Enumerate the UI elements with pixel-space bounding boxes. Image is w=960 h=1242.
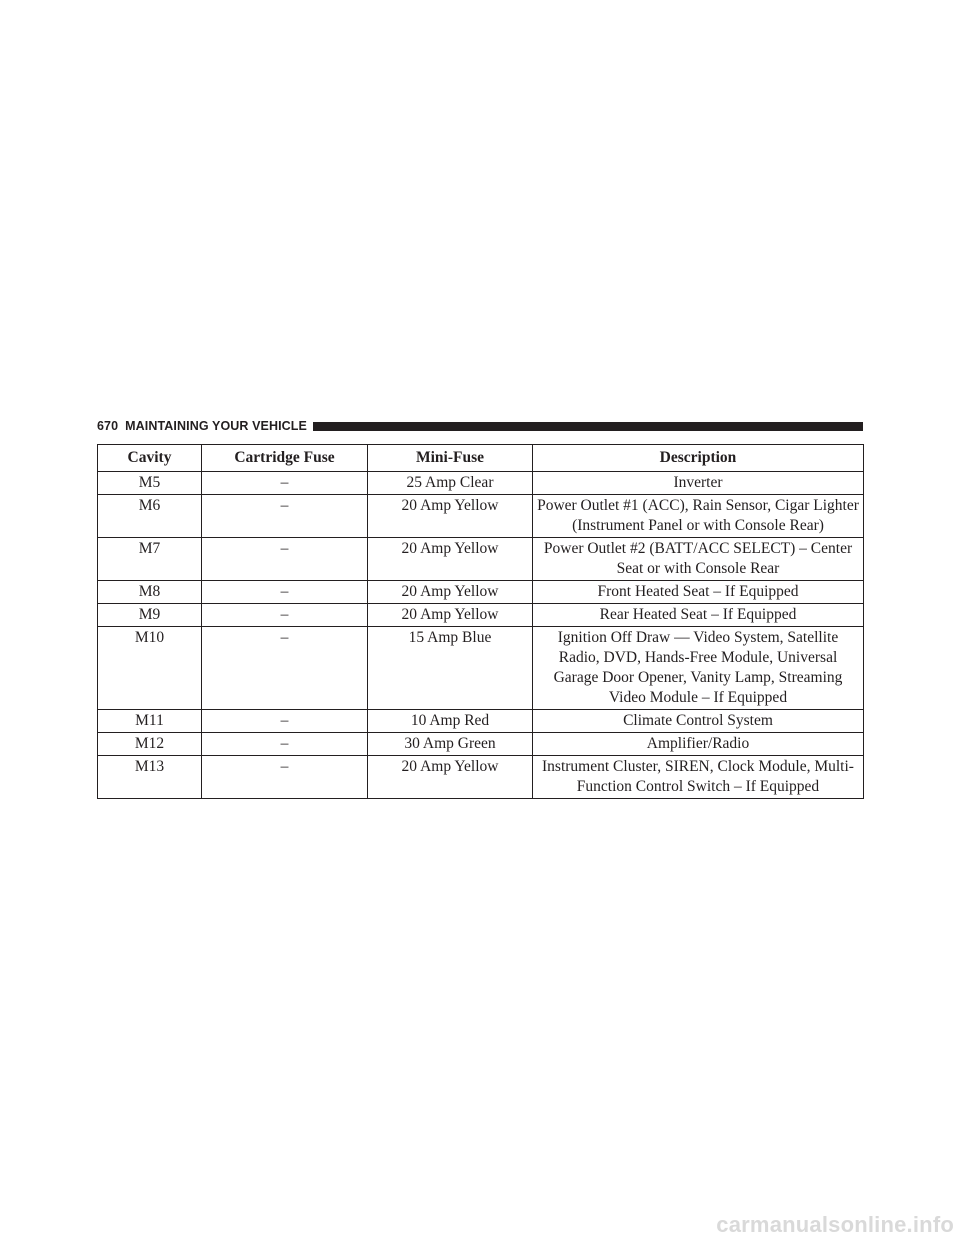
cavity-cell: M13 bbox=[98, 756, 202, 799]
table-row bbox=[98, 627, 864, 710]
table-header-row bbox=[98, 445, 864, 472]
mini-fuse-cell: 25 Amp Clear bbox=[368, 472, 533, 495]
fuse-table bbox=[97, 444, 864, 799]
description-cell: Front Heated Seat – If Equipped bbox=[533, 581, 864, 604]
watermark-text: carmanualsonline.info bbox=[716, 1212, 954, 1237]
cavity-cell: M7 bbox=[98, 538, 202, 581]
mini-fuse-cell: 10 Amp Red bbox=[368, 710, 533, 733]
cavity-cell: M6 bbox=[98, 495, 202, 538]
cavity-cell: M9 bbox=[98, 604, 202, 627]
cartridge-fuse-cell: – bbox=[202, 710, 368, 733]
mini-fuse-cell: 20 Amp Yellow bbox=[368, 495, 533, 538]
mini-fuse-cell: 20 Amp Yellow bbox=[368, 581, 533, 604]
mini-fuse-cell: 20 Amp Yellow bbox=[368, 756, 533, 799]
cavity-cell: M8 bbox=[98, 581, 202, 604]
cavity-cell: M12 bbox=[98, 733, 202, 756]
table-row bbox=[98, 495, 864, 538]
cartridge-fuse-cell: – bbox=[202, 627, 368, 710]
cartridge-fuse-cell: – bbox=[202, 733, 368, 756]
mini-fuse-cell: 30 Amp Green bbox=[368, 733, 533, 756]
table-row bbox=[98, 710, 864, 733]
mini-fuse-cell: 20 Amp Yellow bbox=[368, 604, 533, 627]
cartridge-fuse-cell: – bbox=[202, 581, 368, 604]
page-number: 670 bbox=[97, 419, 119, 433]
table-row bbox=[98, 604, 864, 627]
section-title: MAINTAINING YOUR VEHICLE bbox=[125, 419, 307, 433]
column-header-mini-fuse: Mini-Fuse bbox=[368, 445, 533, 472]
mini-fuse-cell: 15 Amp Blue bbox=[368, 627, 533, 710]
mini-fuse-cell: 20 Amp Yellow bbox=[368, 538, 533, 581]
column-header-cavity: Cavity bbox=[98, 445, 202, 472]
page-header bbox=[97, 418, 863, 434]
cartridge-fuse-cell: – bbox=[202, 538, 368, 581]
cartridge-fuse-cell: – bbox=[202, 604, 368, 627]
cavity-cell: M10 bbox=[98, 627, 202, 710]
description-cell: Power Outlet #1 (ACC), Rain Sensor, Cigar Lighter (Instrument Panel or with Console Rear) bbox=[533, 495, 864, 538]
cartridge-fuse-cell: – bbox=[202, 756, 368, 799]
description-cell: Climate Control System bbox=[533, 710, 864, 733]
cavity-cell: M5 bbox=[98, 472, 202, 495]
description-cell: Power Outlet #2 (BATT/ACC SELECT) – Center Seat or with Console Rear bbox=[533, 538, 864, 581]
cartridge-fuse-cell: – bbox=[202, 495, 368, 538]
cavity-cell: M11 bbox=[98, 710, 202, 733]
table-row bbox=[98, 538, 864, 581]
column-header-description: Description bbox=[533, 445, 864, 472]
column-header-cartridge-fuse: Cartridge Fuse bbox=[202, 445, 368, 472]
description-cell: Ignition Off Draw — Video System, Satellite Radio, DVD, Hands-Free Module, Universal Garage Door Opener, Vanity Lamp, Streaming Video Module – If Equipped bbox=[533, 627, 864, 710]
cartridge-fuse-cell: – bbox=[202, 472, 368, 495]
header-rule bbox=[313, 422, 863, 431]
table-row bbox=[98, 733, 864, 756]
table-row bbox=[98, 472, 864, 495]
description-cell: Amplifier/Radio bbox=[533, 733, 864, 756]
table-row bbox=[98, 581, 864, 604]
table-row bbox=[98, 756, 864, 799]
description-cell: Instrument Cluster, SIREN, Clock Module, Multi-Function Control Switch – If Equipped bbox=[533, 756, 864, 799]
description-cell: Rear Heated Seat – If Equipped bbox=[533, 604, 864, 627]
description-cell: Inverter bbox=[533, 472, 864, 495]
